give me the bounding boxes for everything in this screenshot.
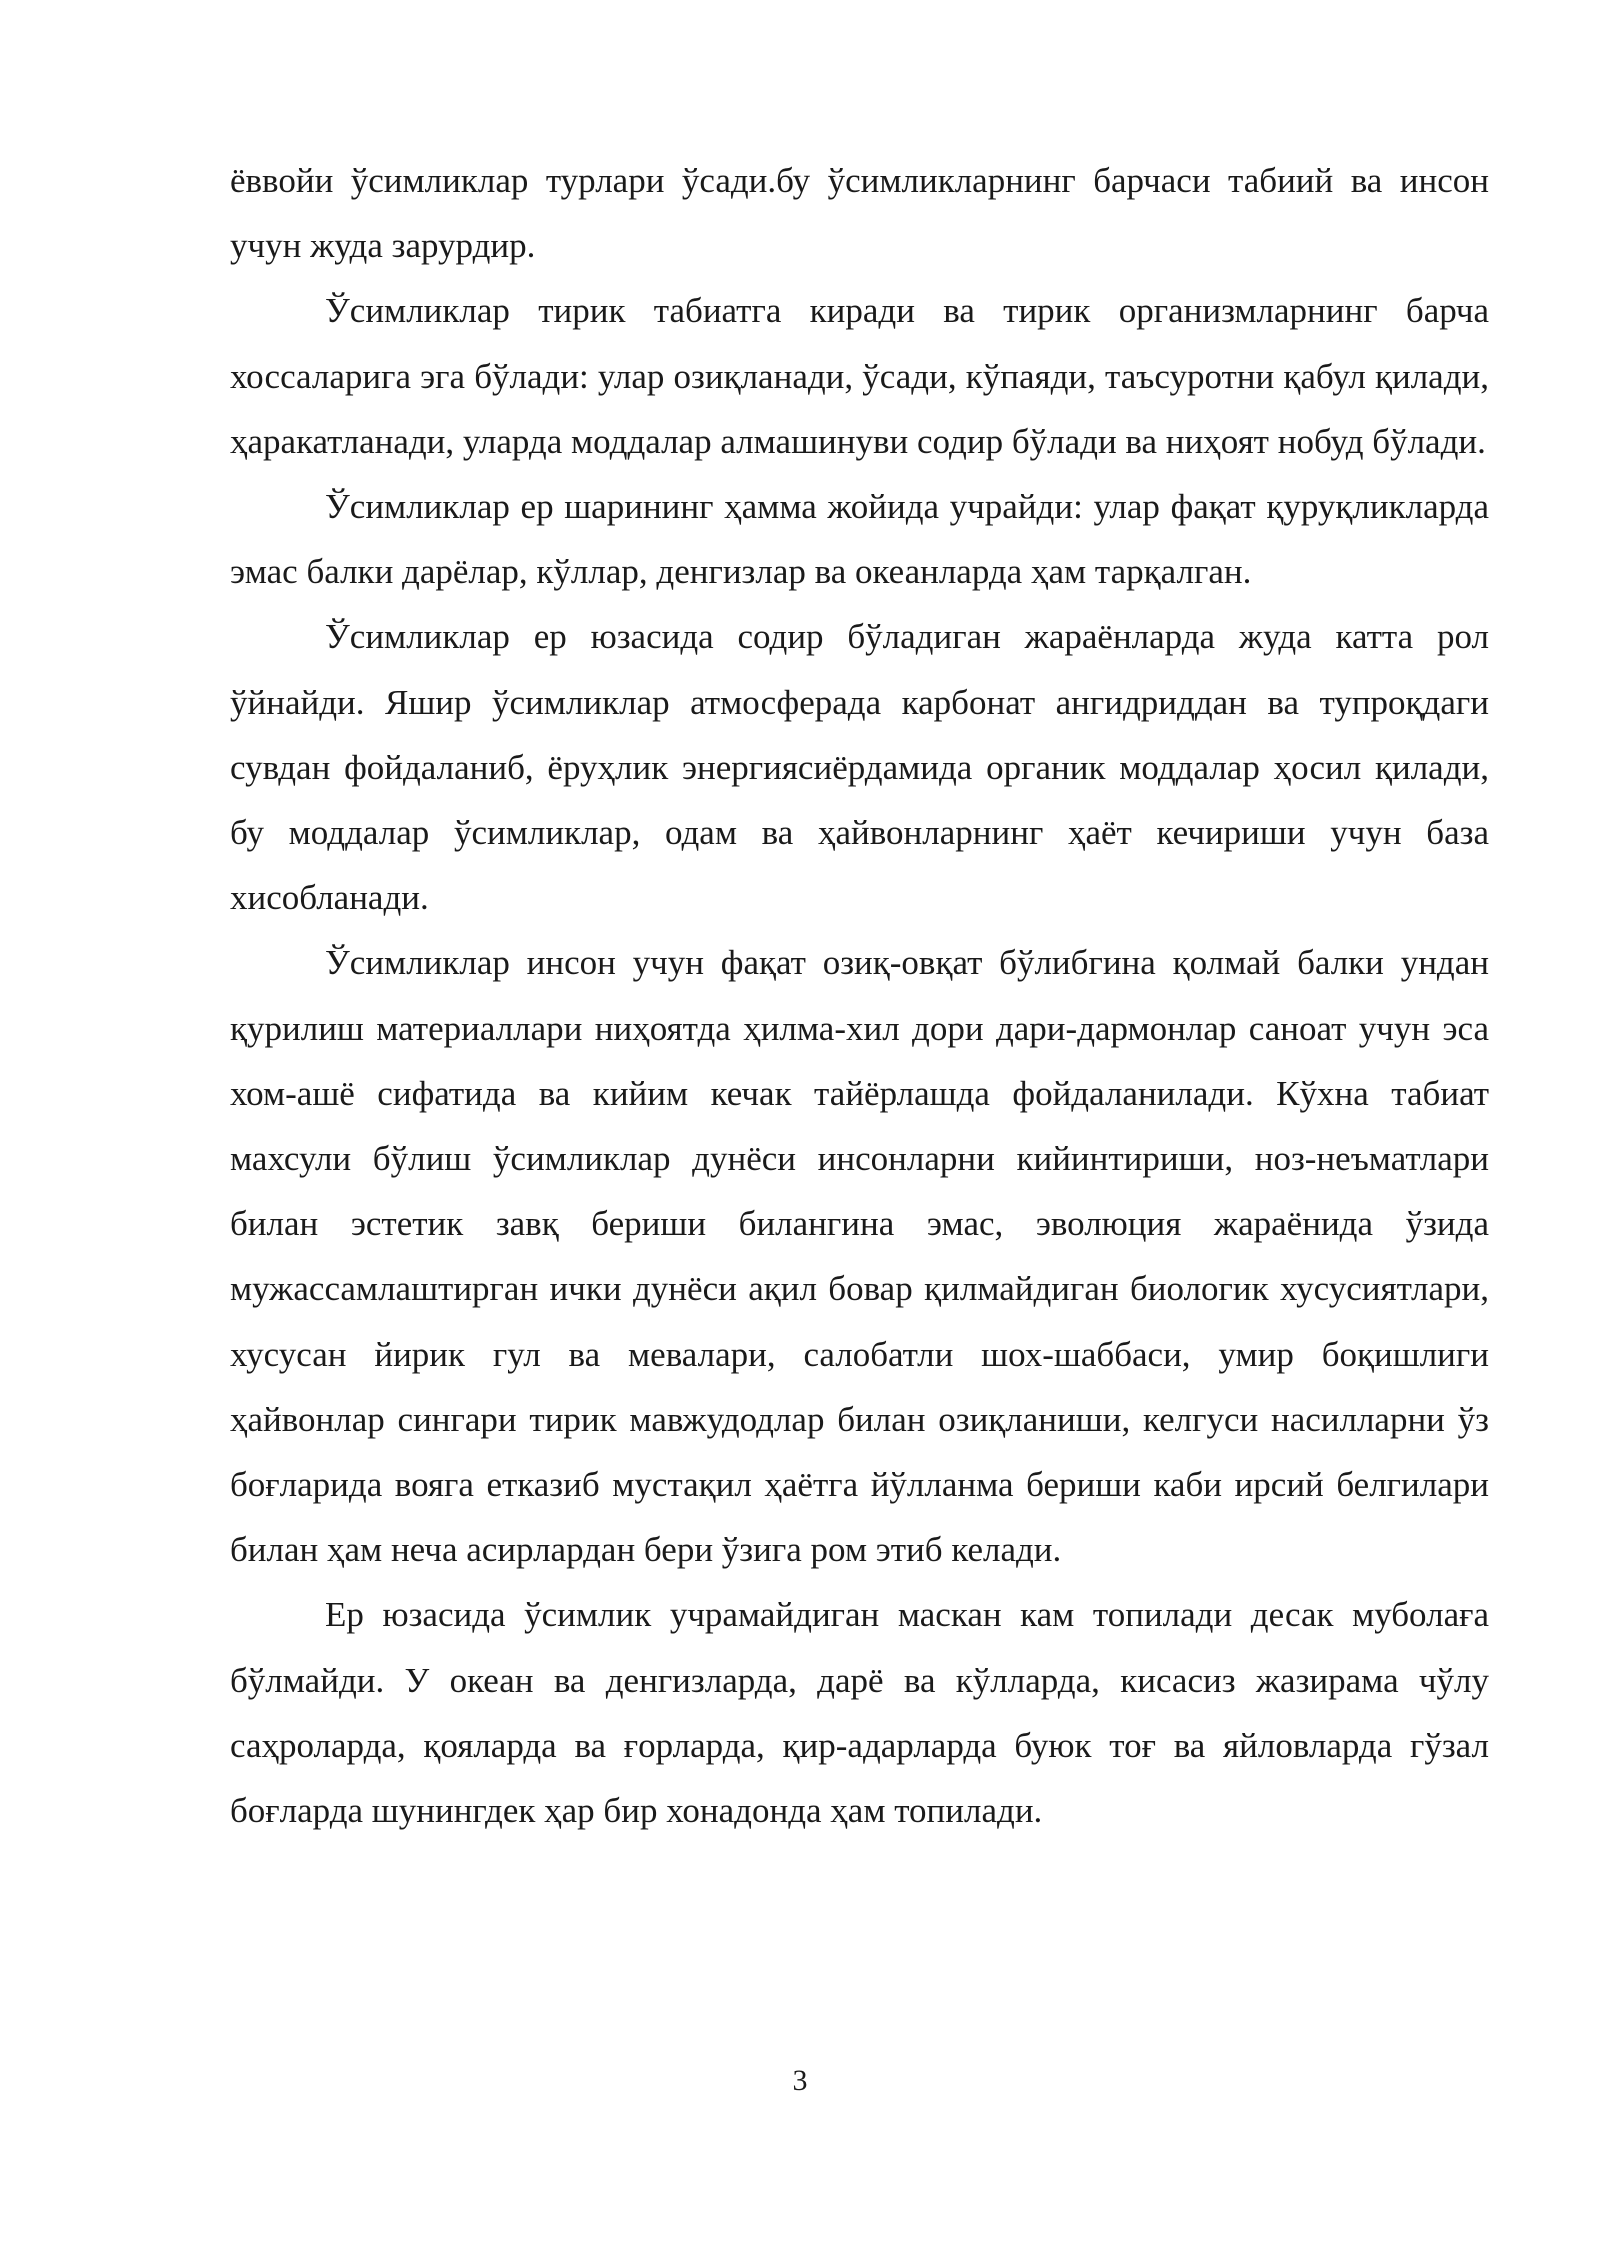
paragraph-4: Ўсимликлар ер юзасида содир бўладиган жараёнларда жуда катта рол ўйнайди. Яшир ўсимликлар атмосферада карбонат ангидриддан ва тупроқдаги сувдан фойдаланиб, ёруҳлик энергиясиёрдамида органик моддалар ҳосил қилади, бу моддалар ўсимликлар, одам ва ҳайвонларнинг ҳаёт кечириши учун база хисобланади.: [230, 617, 1489, 918]
page-number: 3: [792, 2064, 808, 2097]
paragraph-3: Ўсимликлар ер шарининг ҳамма жойида учрайди: улар фақат қуруқликларда эмас балки дарёлар, кўллар, денгизлар ва океанларда ҳам тарқалган.: [230, 487, 1489, 592]
paragraph-5: Ўсимликлар инсон учун фақат озиқ-овқат бўлибгина қолмай балки ундан қурилиш материаллари ниҳоятда ҳилма-хил дори дари-дармонлар саноат учун эса хом-ашё сифатида ва кийим кечак тайёрлашда фойдаланилади. Кўхна табиат махсули бўлиш ўсимликлар дунёси инсонларни кийинтириши, ноз-неъматлари билан эстетик завқ бериши билангина эмас, эволюция жараёнида ўзида мужассамлаштирган ички дунёси ақил бовар қилмайдиган биологик хусусиятлари, хусусан йирик гул ва мевалари, салобатли шох-шаббаси, умир боқишлиги ҳайвонлар сингари тирик мавжудодлар билан озиқланиши, келгуси насилларни ўз боғларида вояга етказиб мустақил ҳаётга йўлланма бериши каби ирсий белгилари билан ҳам неча асирлардан бери ўзига ром этиб келади.: [230, 943, 1489, 1570]
body-text: [230, 148, 1489, 1843]
paragraph-6: Ер юзасида ўсимлик учрамайдиган маскан кам топилади десак муболаға бўлмайди. У океан ва денгизларда, дарё ва кўлларда, кисасиз жазирама чўлу саҳроларда, қояларда ва ғорларда, қир-адарларда буюк тоғ ва яйловларда гўзал боғларда шунингдек ҳар бир хонадонда ҳам топилади.: [230, 1595, 1489, 1831]
paragraph-1: ёввойи ўсимликлар турлари ўсади.бу ўсимликларнинг барчаси табиий ва инсон учун жуда зарурдир.: [230, 161, 1489, 266]
paragraph-2: Ўсимликлар тирик табиатга киради ва тирик организмларнинг барча хоссаларига эга бўлади: улар озиқланади, ўсади, кўпаяди, таъсуротни қабул қилади, ҳаракатланади, уларда моддалар алмашинуви содир бўлади ва ниҳоят нобуд бўлади.: [230, 291, 1489, 461]
